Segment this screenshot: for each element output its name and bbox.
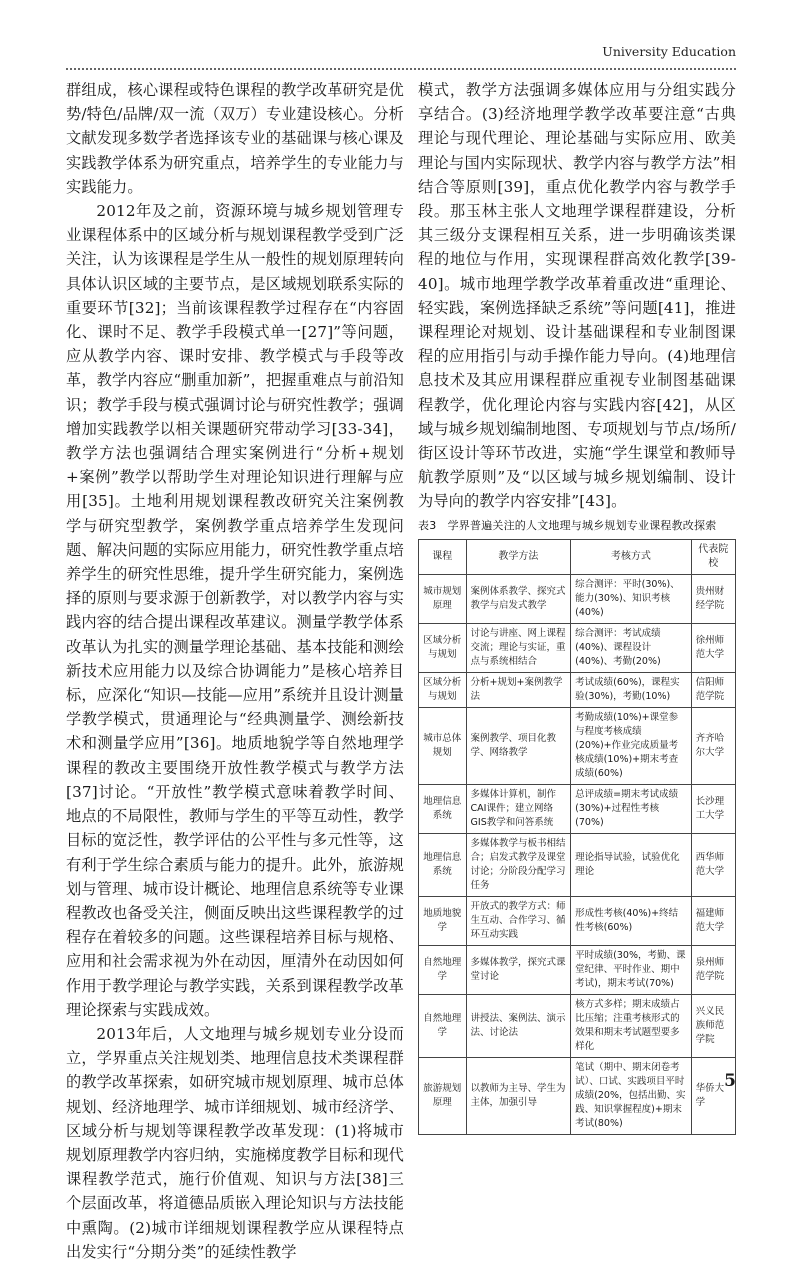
table-row — [419, 994, 736, 1057]
table-header-cell: 课程 — [419, 539, 467, 574]
assessment-cell: 总评成绩=期末考试成绩(30%)+过程性考核(70%) — [571, 784, 691, 833]
table-row — [419, 672, 736, 707]
method-cell: 多媒体教学与板书相结合；启发式教学及课堂讨论；分阶段分配学习任务 — [466, 833, 571, 896]
school-cell: 华侨大学 — [691, 1057, 735, 1134]
journal-running-header: University Education — [602, 44, 736, 59]
table-row — [419, 1057, 736, 1134]
table-header-cell: 代表院校 — [691, 539, 735, 574]
course-cell: 地理信息系统 — [419, 784, 467, 833]
assessment-cell: 综合测评：考试成绩(40%)、课程设计(40%)、考勤(20%) — [571, 623, 691, 672]
school-cell: 福建师范大学 — [691, 896, 735, 945]
table-header-cell: 教学方法 — [466, 539, 571, 574]
method-cell: 讲授法、案例法、演示法、讨论法 — [466, 994, 571, 1057]
method-cell: 讨论与讲座、网上课程交流；理论与实证，重点与系统相结合 — [466, 623, 571, 672]
assessment-cell: 考勤成绩(10%)+课堂参与程度考核成绩(20%)+作业完成质量考核成绩(10%)+期末考查成绩(60%) — [571, 707, 691, 784]
method-cell: 案例体系教学、探究式教学与启发式教学 — [466, 574, 571, 623]
assessment-cell: 形成性考核(40%)+终结性考核(60%) — [571, 896, 691, 945]
course-cell: 自然地理学 — [419, 945, 467, 994]
method-cell: 以教师为主导、学生为主体，加强引导 — [466, 1057, 571, 1134]
method-cell: 案例教学、项目化教学、网络教学 — [466, 707, 571, 784]
assessment-cell: 平时成绩(30%，考勤、课堂纪律、平时作业、期中考试)，期末考试(70%) — [571, 945, 691, 994]
assessment-cell: 核方式多样；期末成绩占比压缩；注重考核形式的效果和期末考试题型要多样化 — [571, 994, 691, 1057]
table-row — [419, 623, 736, 672]
course-cell: 区域分析与规划 — [419, 623, 467, 672]
table-row — [419, 833, 736, 896]
school-cell: 泉州师范学院 — [691, 945, 735, 994]
method-cell: 分析+规划+案例教学法 — [466, 672, 571, 707]
course-cell: 城市总体规划 — [419, 707, 467, 784]
paragraph: 模式，教学方法强调多媒体应用与分组实践分享结合。(3)经济地理学教学改革要注意“古典理论与现代理论、理论基础与实际应用、欧美理论与国内实际现状、教学内容与教学方法”相结合等原则[39]，重点优化教学内容与教学手段。那玉林主张人文地理学课程群建设，分析其三级分支课程相互关系，进一步明确该类课程的地位与作用，实现课程群高效化教学[39-40]。城市地理学教学改革着重改进“重理论、轻实践，案例选择缺乏系统”等问题[41]，推进课程理论对规划、设计基础课程和专业制图课程的应用指引与动手操作能力导向。(4)地理信息技术及其应用课程群应重视专业制图基础课程教学，优化理论内容与实践内容[42]，从区域与城乡规划编制地图、专项规划与节点/场所/街区设计等环节改进，实施“学生课堂和教师导航教学原则”及“以区域与城乡规划编制、设计为导向的教学内容安排”[43]。 — [418, 81, 736, 511]
paragraph: 2012年及之前，资源环境与城乡规划管理专业课程体系中的区域分析与规划课程教学受到广泛关注，认为该课程是学生从一般性的规划原理转向具体认识区域的主要节点，是区域规划联系实际的重要环节[32]；当前该课程教学过程存在“内容固化、课时不足、教学手段模式单一[27]”等问题，应从教学内容、课时安排、教学模式与手段等改革，教学内容应“删重加新”，把握重难点与前沿知识；教学手段与模式强调讨论与研究性教学；强调增加实践教学以相关课题研究带动学习[33-34]，教学方法也强调结合理实案例进行“分析+规划+案例”教学以帮助学生对理论知识进行理解与应用[35]。土地利用规划课程教改研究关注案例教学与研究型教学，案例教学重点培养学生发现问题、解决问题的实际应用能力，研究性教学重点培养学生的研究性思维，提升学生研究能力，案例选择的原则与要求源于创新教学，对以教学内容与实践内容的结合提出课程改革建议。测量学教学体系改革认为扎实的测量学理论基础、基本技能和测绘新技术应用能力以及综合协调能力”是核心培养目标，应深化“知识—技能—应用”系统并且设计测量学教学模式，贯通理论与“经典测量学、测绘新技术和测量学应用”[36]。地质地貌学等自然地理学课程的教改主要围绕开放性教学模式与教学方法[37]讨论。“开放性”教学模式意味着教学时间、地点的不局限性，教师与学生的平等互动性，教学目标的宽泛性，教学评估的公平性与多元性等，这有利于学生综合素质与能力的提升。此外，旅游规划与管理、城市设计概论、地理信息系统等专业课程教改也备受关注，侧面反映出这些课程教学的过程存在着较多的问题。这些课程培养目标与规格、应用和社会需求视为外在动因，厘清外在动因如何作用于教学理论与教学实践，关系到课程教学改革理论探索与实践成效。 — [66, 202, 404, 1019]
course-cell: 区域分析与规划 — [419, 672, 467, 707]
course-cell: 旅游规划原理 — [419, 1057, 467, 1134]
school-cell: 贵州财经学院 — [691, 574, 735, 623]
table-caption: 表3 学界普遍关注的人文地理与城乡规划专业课程教改探索 — [418, 518, 717, 532]
assessment-cell: 综合测评：平时(30%)、能力(30%)、知识考核(40%) — [571, 574, 691, 623]
table-header-row — [419, 539, 736, 574]
course-cell: 城市规划原理 — [419, 574, 467, 623]
header-divider — [66, 68, 736, 70]
school-cell: 兴义民族师范学院 — [691, 994, 735, 1057]
course-cell: 地理信息系统 — [419, 833, 467, 896]
paragraph: 2013年后，人文地理与城乡规划专业分设而立，学界重点关注规划类、地理信息技术类课程群的教学改革探索，如研究城市规划原理、城市总体规划、经济地理学、城市详细规划、城市经济学、区域分析与规划等课程教学改革发现：(1)将城市规划原理教学内容归纳，实施梯度教学目标和现代课程教学范式，施行价值观、知识与方法[38]三个层面改革，将道德品质嵌入理论知识与方法技能中熏陶。(2)城市详细规划课程教学应从课程特点出发实行“分期分类”的延续性教学 — [66, 1024, 404, 1261]
method-cell: 多媒体计算机，制作CAI课件；建立网络GIS教学和问答系统 — [466, 784, 571, 833]
school-cell: 徐州师范大学 — [691, 623, 735, 672]
assessment-cell: 笔试（期中、期末闭卷考试）、口试、实践项目平时成绩(20%，包括出勤、实践、知识掌握程度)+期末考试(80%) — [571, 1057, 691, 1134]
page-number: 5 — [724, 1071, 736, 1091]
paragraph: 群组成，核心课程或特色课程的教学改革研究是优势/特色/品牌/双一流（双万）专业建设核心。分析文献发现多数学者选择该专业的基础课与核心课及实践教学体系为研究重点，培养学生的专业能力与实践能力。 — [66, 81, 404, 196]
curriculum-reform-table — [418, 539, 736, 1135]
table-row — [419, 784, 736, 833]
right-column — [418, 78, 736, 1135]
course-cell: 地质地貌学 — [419, 896, 467, 945]
table-row — [419, 574, 736, 623]
table-row — [419, 707, 736, 784]
assessment-cell: 考试成绩(60%)，课程实验(30%)，考勤(10%) — [571, 672, 691, 707]
school-cell: 信阳师范学院 — [691, 672, 735, 707]
school-cell: 长沙理工大学 — [691, 784, 735, 833]
method-cell: 多媒体教学，探究式课堂讨论 — [466, 945, 571, 994]
table-header-cell: 考核方式 — [571, 539, 691, 574]
assessment-cell: 理论指导试验，试验优化理论 — [571, 833, 691, 896]
method-cell: 开放式的教学方式：师生互动、合作学习、循环互动实践 — [466, 896, 571, 945]
table-row — [419, 945, 736, 994]
course-cell: 自然地理学 — [419, 994, 467, 1057]
table-row — [419, 896, 736, 945]
school-cell: 齐齐哈尔大学 — [691, 707, 735, 784]
school-cell: 西华师范大学 — [691, 833, 735, 896]
left-column — [66, 78, 404, 1264]
